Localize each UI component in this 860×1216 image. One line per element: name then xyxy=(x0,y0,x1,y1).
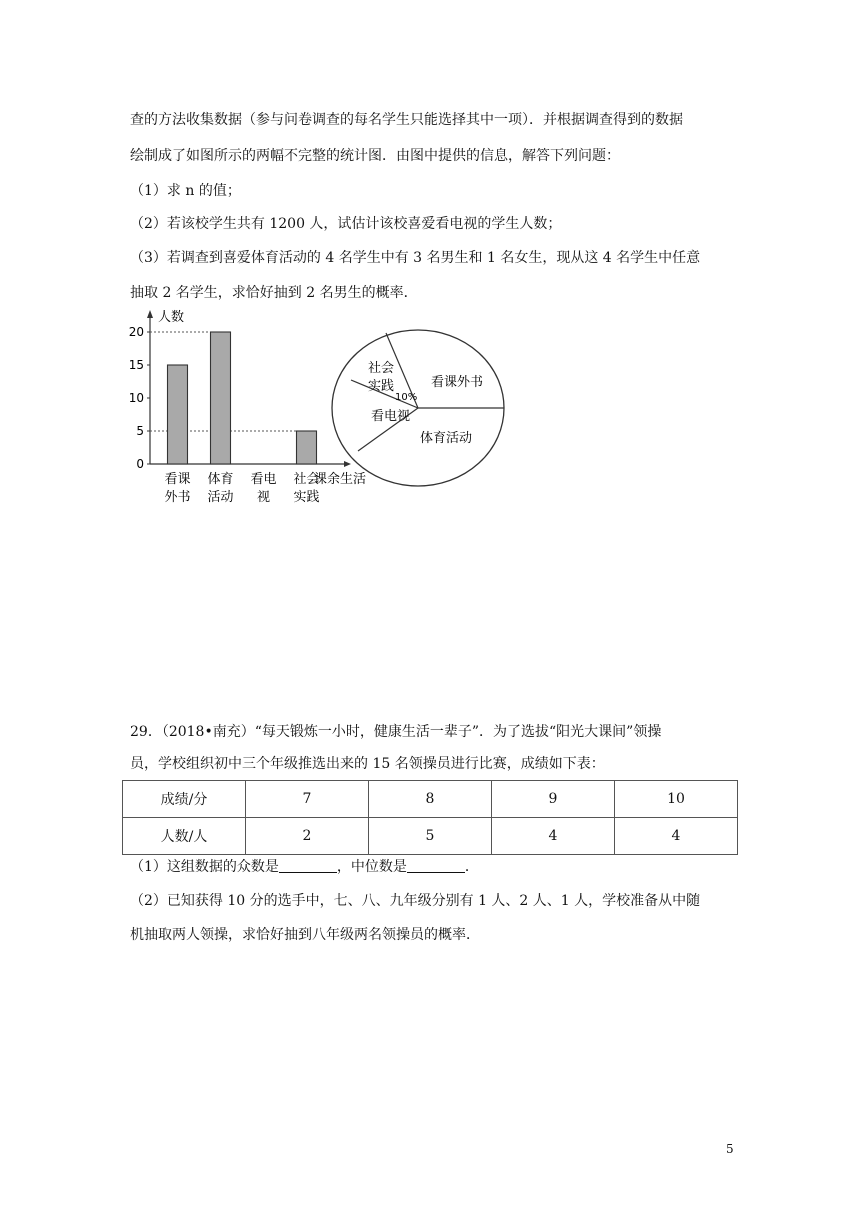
bars xyxy=(168,332,317,464)
y-tick-labels xyxy=(129,325,150,471)
pie-label-reading: 看课外书 xyxy=(431,375,484,390)
x-category-label: 实践 xyxy=(293,490,320,505)
median-answer-blank xyxy=(407,858,465,873)
table-cell: 7 xyxy=(246,781,369,818)
table-cell: 9 xyxy=(492,781,615,818)
mode-answer-blank xyxy=(279,858,337,873)
score-table xyxy=(122,780,738,855)
q28-text-line1: 查的方法收集数据（参与问卷调查的每名学生只能选择其中一项）．并根据调查得到的数据 xyxy=(130,112,683,128)
bar xyxy=(211,332,231,464)
x-category-label: 看课 xyxy=(164,472,191,487)
y-tick-label: 5 xyxy=(136,424,144,438)
q28-sub3-line2: 抽取 2 名学生，求恰好抽到 2 名男生的概率． xyxy=(130,285,418,301)
y-tick-label: 10 xyxy=(128,391,144,405)
q29-text-line2: 员，学校组织初中三个年级推选出来的 15 名领操员进行比赛，成绩如下表： xyxy=(130,756,605,772)
y-tick-label: 0 xyxy=(136,457,144,471)
y-axis-label: 人数 xyxy=(158,310,185,325)
table-cell: 5 xyxy=(369,818,492,855)
q28-text-line2: 绘制成了如图所示的两幅不完整的统计图．由图中提供的信息，解答下列问题： xyxy=(130,148,620,164)
q29-sub2-line1: （2）已知获得 10 分的选手中，七、八、九年级分别有 1 人、2 人、1 人，学校准备从中随 xyxy=(130,893,701,909)
pie-label-social-line2: 实践 xyxy=(368,379,395,394)
table-row xyxy=(123,818,738,855)
q29-sub1-part1: （1）这组数据的众数是 xyxy=(130,859,279,875)
pie-slice-percent: 10% xyxy=(395,392,418,403)
y-tick-label: 15 xyxy=(128,358,144,372)
table-header-count: 人数/人 xyxy=(123,818,246,855)
y-axis-arrow xyxy=(147,310,153,318)
q28-sub2: （2）若该校学生共有 1200 人，试估计该校喜爱看电视的学生人数； xyxy=(130,216,562,232)
table-cell: 8 xyxy=(369,781,492,818)
q29-sub1-part2: ，中位数是 xyxy=(336,859,407,875)
q28-sub3-line1: （3）若调查到喜爱体育活动的 4 名学生中有 3 名男生和 1 名女生，现从这 4 名学生中任意 xyxy=(130,250,701,266)
q29-sub1 xyxy=(130,857,740,877)
x-category-label: 外书 xyxy=(164,490,191,505)
bar xyxy=(297,431,317,464)
x-category-label: 体育 xyxy=(207,472,234,487)
x-category-label: 看电 xyxy=(250,472,277,487)
pie-label-tv: 看电视 xyxy=(371,409,411,424)
table-cell: 2 xyxy=(246,818,369,855)
pie-chart xyxy=(332,330,504,486)
q29-sub1-part3: ． xyxy=(464,859,479,875)
q29-text-line1: 29．（2018•南充）“每天锻炼一小时，健康生活一辈子”．为了选拔“阳光大课间”领操 xyxy=(130,724,662,740)
x-category-labels xyxy=(164,471,319,505)
pie-label-sports: 体育活动 xyxy=(420,431,473,446)
table-cell: 4 xyxy=(492,818,615,855)
bar-chart xyxy=(129,309,366,505)
y-tick-label: 20 xyxy=(128,325,144,339)
pie-label-social-line1: 社会 xyxy=(368,361,395,376)
x-category-label: 视 xyxy=(256,490,271,505)
q28-sub1: （1）求 n 的值； xyxy=(130,183,241,199)
x-axis-arrow xyxy=(344,461,351,467)
table-row xyxy=(123,781,738,818)
table-cell: 4 xyxy=(615,818,738,855)
bar xyxy=(168,365,188,464)
table-cell: 10 xyxy=(615,781,738,818)
x-category-label: 活动 xyxy=(207,490,234,505)
x-axis-label: 课余生活 xyxy=(314,472,367,487)
x-category-label: 社会 xyxy=(293,472,320,487)
page-number: 5 xyxy=(726,1142,734,1156)
table-header-score: 成绩/分 xyxy=(123,781,246,818)
q29-sub2-line2: 机抽取两人领操，求恰好抽到八年级两名领操员的概率． xyxy=(130,927,480,943)
statistics-figure xyxy=(118,306,508,510)
